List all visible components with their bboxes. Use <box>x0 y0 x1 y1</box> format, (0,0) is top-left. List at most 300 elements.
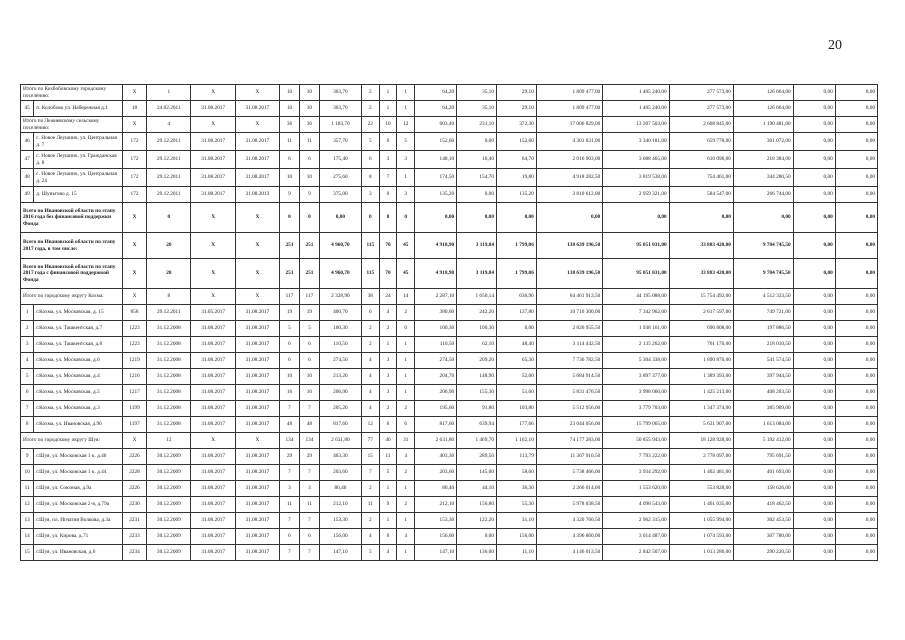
table-cell: 5 192 412,00 <box>733 433 793 449</box>
table-cell: 7 <box>280 545 300 561</box>
table-cell: Х <box>122 259 146 289</box>
row-label-cell: Всего по Ивановской области по этапу 2016 года без финансовой поддержки Фонда <box>21 203 123 233</box>
table-cell: 5 <box>361 133 379 151</box>
table-cell: 1 799,06 <box>496 259 536 289</box>
table-cell: 274,50 <box>319 353 361 369</box>
table-row <box>21 513 878 529</box>
row-label-cell: с. Новое Леушино, ул. Гражданская д. 8 <box>34 151 123 169</box>
table-cell: 36 <box>280 117 300 133</box>
table-cell: 3 <box>397 151 415 169</box>
table-cell: 11 <box>299 497 319 513</box>
table-cell: 33 883 420,00 <box>669 233 733 259</box>
table-row <box>21 337 878 353</box>
table-cell: 31.08.2017 <box>191 151 235 169</box>
table-cell: 64,20 <box>415 101 457 117</box>
table-cell: 4 396 860,00 <box>536 529 602 545</box>
row-label-cell: г.Кохма, ул. Ивановская, д.96 <box>34 417 123 433</box>
table-cell: 0,00 <box>793 289 835 305</box>
table-cell: 15 <box>361 449 379 465</box>
total-row <box>21 203 878 233</box>
table-row <box>21 369 878 385</box>
table-cell: 636,96 <box>496 289 536 305</box>
table-cell: 0,00 <box>835 545 877 561</box>
table-cell: 0 <box>147 203 191 233</box>
table-cell: 29,10 <box>496 101 536 117</box>
table-cell: 357,70 <box>319 133 361 151</box>
table-cell: 795 691,50 <box>733 449 793 465</box>
table-cell: 3 <box>379 353 397 369</box>
table-cell: 22 <box>361 117 379 133</box>
table-cell: 145,00 <box>457 465 497 481</box>
table-cell: 31.08.2017 <box>235 151 279 169</box>
row-label-cell: г.Кохма, ул. Московская, д.6 <box>34 353 123 369</box>
row-label-cell: г.Шуя, ул. Ивановская, д.6 <box>34 545 123 561</box>
table-cell: 30.12.2009 <box>147 449 191 465</box>
table-cell: 10 <box>280 101 300 117</box>
table-row <box>21 465 878 481</box>
table-cell: 1197 <box>122 417 146 433</box>
table-cell: 29.12.2011 <box>147 133 191 151</box>
table-cell: 31.08.2017 <box>191 449 235 465</box>
table-cell: 1 <box>379 481 397 497</box>
table-cell: 0,00 <box>603 203 669 233</box>
table-cell: 5 <box>280 321 300 337</box>
subtotal-row <box>21 85 878 101</box>
table-cell: 2 <box>397 305 415 321</box>
table-cell: Х <box>191 289 235 305</box>
table-row <box>21 529 878 545</box>
table-cell: 31.08.2017 <box>191 465 235 481</box>
table-cell: 0,00 <box>835 101 877 117</box>
row-number-cell: 8 <box>21 417 34 433</box>
table-cell: 31.05.2017 <box>191 305 235 321</box>
table-cell: 4 098 543,00 <box>603 497 669 513</box>
table-cell: 62,10 <box>457 337 497 353</box>
table-cell: 172 <box>122 133 146 151</box>
table-cell: 344 280,50 <box>733 169 793 187</box>
row-label-cell: г.Шуя, ул. Московская 1 к. д.44 <box>34 465 123 481</box>
table-cell: 11 367 910,50 <box>536 449 602 465</box>
table-cell: 6 <box>397 417 415 433</box>
table-cell: 36 <box>299 117 319 133</box>
table-cell: 1 <box>397 169 415 187</box>
row-label-cell: г.Кохма, ул. Ташкентская, д.8 <box>34 337 123 353</box>
table-cell: 4 320 760,50 <box>536 513 602 529</box>
table-cell: 0 <box>280 203 300 233</box>
table-cell: 10 <box>280 85 300 101</box>
table-cell: 46 <box>379 433 397 449</box>
table-cell: 31.12.2008 <box>147 385 191 401</box>
table-cell: 31.12.2008 <box>147 401 191 417</box>
table-cell: 754 461,00 <box>669 169 733 187</box>
table-cell: 31.08.2017 <box>235 321 279 337</box>
row-label-cell: Итого по городскому округу Шуя: <box>21 433 123 449</box>
table-cell: 156,00 <box>496 529 536 545</box>
table-cell: 0,00 <box>793 433 835 449</box>
table-cell: 385 909,00 <box>733 401 793 417</box>
table-cell: 3 340 181,00 <box>603 133 669 151</box>
table-cell: 0,00 <box>835 233 877 259</box>
table-cell: 0,00 <box>835 321 877 337</box>
table-cell: 10 <box>299 369 319 385</box>
table-cell: 19,80 <box>496 169 536 187</box>
table-cell: 152,60 <box>415 133 457 151</box>
table-cell: 113,79 <box>496 449 536 465</box>
table-cell: 30.12.2009 <box>147 545 191 561</box>
table-cell: 1 402 481,00 <box>669 465 733 481</box>
row-number-cell: 6 <box>21 385 34 401</box>
total-row <box>21 233 878 259</box>
table-cell: 50 855 943,00 <box>603 433 669 449</box>
table-cell: 0,00 <box>457 133 497 151</box>
table-cell: 1 <box>379 337 397 353</box>
table-cell: 12 <box>361 417 379 433</box>
table-cell: 3 <box>361 187 379 203</box>
table-cell: 2 328,90 <box>319 289 361 305</box>
table-cell: 20 <box>147 233 191 259</box>
table-cell: 0 <box>397 321 415 337</box>
table-cell: 289,50 <box>457 449 497 465</box>
table-cell: Х <box>235 85 279 101</box>
table-row <box>21 385 878 401</box>
table-cell: 1 <box>147 85 191 101</box>
table-cell: 9 704 745,50 <box>733 259 793 289</box>
table-cell: 7 <box>280 401 300 417</box>
table-row <box>21 481 878 497</box>
table-cell: 6 <box>280 529 300 545</box>
table-cell: 1216 <box>122 369 146 385</box>
table-cell: 31.08.2017 <box>235 369 279 385</box>
table-cell: 10 <box>299 85 319 101</box>
table-cell: 11 <box>361 497 379 513</box>
table-row <box>21 401 878 417</box>
table-cell: 64,20 <box>415 85 457 101</box>
table-cell: 110,50 <box>415 337 457 353</box>
table-cell: 603,40 <box>415 117 457 133</box>
table-cell: 251 <box>280 259 300 289</box>
table-cell: 95 051 031,00 <box>603 259 669 289</box>
table-cell: 10 <box>299 169 319 187</box>
table-cell: 31.08.2017 <box>235 497 279 513</box>
table-cell: 31.08.2017 <box>235 169 279 187</box>
table-cell: 100,30 <box>457 321 497 337</box>
row-label-cell: Итого по Кохбобовскому городскому поселению: <box>21 85 123 101</box>
table-cell: 48 <box>299 417 319 433</box>
table-cell: 3 014 487,00 <box>603 529 669 545</box>
table-cell: 30.12.2009 <box>147 513 191 529</box>
table-cell: 0,00 <box>793 203 835 233</box>
table-cell: 277 573,00 <box>669 85 733 101</box>
table-cell: 70 <box>379 259 397 289</box>
table-cell: 206,90 <box>319 385 361 401</box>
table-cell: 31.08.2017 <box>191 169 235 187</box>
row-label-cell: п. Колобово ул. Набережная д.1 <box>34 101 123 117</box>
table-cell: 3 119,84 <box>457 259 497 289</box>
table-cell: 1 425 213,00 <box>669 385 733 401</box>
table-row <box>21 151 878 169</box>
table-cell: 29.12.2011 <box>147 305 191 321</box>
table-cell: 0,00 <box>457 203 497 233</box>
table-cell: 31.08.2017 <box>235 417 279 433</box>
table-row <box>21 133 878 151</box>
table-cell: 0 <box>379 203 397 233</box>
table-cell: 2234 <box>122 545 146 561</box>
table-cell: 0,00 <box>793 401 835 417</box>
table-cell: 11 <box>379 449 397 465</box>
table-cell: 218 010,50 <box>733 337 793 353</box>
table-cell: 0,00 <box>793 497 835 513</box>
table-cell: 174,50 <box>415 169 457 187</box>
table-cell: 0,00 <box>793 117 835 133</box>
table-cell: 204,70 <box>415 369 457 385</box>
table-cell: 11 <box>299 133 319 151</box>
table-cell: 1 <box>397 545 415 561</box>
table-cell: 16,40 <box>457 151 497 169</box>
table-cell: 7 793 222,00 <box>603 449 669 465</box>
table-cell: 4 512 333,50 <box>733 289 793 305</box>
row-number-cell: 49 <box>21 187 34 203</box>
table-cell: 1 809 477,00 <box>536 101 602 117</box>
table-cell: 18 128 928,00 <box>669 433 733 449</box>
table-cell: 138 639 196,50 <box>536 233 602 259</box>
table-cell: 154,70 <box>457 169 497 187</box>
table-cell: 1 013 286,00 <box>669 545 733 561</box>
table-cell: 2 842 507,00 <box>603 545 669 561</box>
table-cell: 3 <box>299 481 319 497</box>
table-cell: 2230 <box>122 497 146 513</box>
table-cell: 610 096,00 <box>669 151 733 169</box>
table-cell: 2 778 097,00 <box>669 449 733 465</box>
row-label-cell: с. Новое Леушино, ул. Центральная д. 7 <box>34 133 123 151</box>
table-cell: 13 207 503,00 <box>603 117 669 133</box>
row-label-cell: г.Шуя, ул. Московская 1 к. д.40 <box>34 449 123 465</box>
table-cell: 0,00 <box>835 305 877 321</box>
table-cell: 35,10 <box>457 85 497 101</box>
row-label-cell: г.Шуя, ул. Московская 2-я, д.79а <box>34 497 123 513</box>
table-cell: 18 <box>122 101 146 117</box>
table-cell: 17 006 829,00 <box>536 117 602 133</box>
table-cell: 31.08.2017 <box>235 529 279 545</box>
table-cell: 1 074 593,00 <box>669 529 733 545</box>
table-cell: 2 <box>361 513 379 529</box>
table-cell: 31.12.2008 <box>147 417 191 433</box>
table-cell: 29 <box>280 449 300 465</box>
table-cell: 3 <box>397 187 415 203</box>
table-body <box>21 85 878 561</box>
table-cell: 206,90 <box>415 385 457 401</box>
table-cell: 0,00 <box>793 101 835 117</box>
table-cell: 1 183,70 <box>319 117 361 133</box>
table-cell: 15 799 065,00 <box>603 417 669 433</box>
table-cell: 2 016 903,00 <box>536 151 602 169</box>
table-cell: 403,30 <box>319 449 361 465</box>
table-cell: 7 <box>299 545 319 561</box>
table-cell: 23 044 056,00 <box>536 417 602 433</box>
table-cell: 0,00 <box>835 385 877 401</box>
row-number-cell: 4 <box>21 353 34 369</box>
table-cell: 135,20 <box>415 187 457 203</box>
table-cell: 155,30 <box>457 385 497 401</box>
table-cell: 156,00 <box>415 529 457 545</box>
table-cell: 0,00 <box>835 481 877 497</box>
table-cell: 15 754 492,00 <box>669 289 733 305</box>
table-cell: Х <box>191 259 235 289</box>
table-cell: 126 664,00 <box>733 85 793 101</box>
table-cell: 0,00 <box>793 465 835 481</box>
table-cell: 403,30 <box>415 449 457 465</box>
table-cell: 52,00 <box>496 369 536 385</box>
table-cell: 1 <box>397 385 415 401</box>
row-label-cell: г.Кохма, ул. Московская, д.4 <box>34 369 123 385</box>
table-cell: 30.12.2009 <box>147 529 191 545</box>
table-cell: 9 <box>379 497 397 513</box>
table-cell: 3 897 377,00 <box>603 369 669 385</box>
table-cell: 5 <box>361 545 379 561</box>
table-cell: 302 453,50 <box>733 513 793 529</box>
table-cell: 147,10 <box>415 545 457 561</box>
table-cell: 45 <box>397 233 415 259</box>
table-cell: 0,00 <box>793 353 835 369</box>
table-cell: 2228 <box>122 465 146 481</box>
table-cell: 4 <box>361 353 379 369</box>
table-cell: 1 190 481,00 <box>733 117 793 133</box>
table-cell: 307 780,00 <box>733 529 793 545</box>
table-cell: Х <box>235 233 279 259</box>
row-label-cell: с. Новое Леушино, ул. Центральная д. 24 <box>34 169 123 187</box>
table-cell: 690 808,00 <box>669 321 733 337</box>
table-cell: 1 809 477,00 <box>536 85 602 101</box>
table-cell: 1223 <box>122 337 146 353</box>
table-cell: 7 <box>299 465 319 481</box>
table-cell: 2 <box>361 101 379 117</box>
table-cell: 137,80 <box>496 305 536 321</box>
row-number-cell: 13 <box>21 513 34 529</box>
table-cell: 7 342 962,00 <box>603 305 669 321</box>
table-cell: 31.08.2017 <box>235 513 279 529</box>
table-cell: 0,00 <box>835 337 877 353</box>
table-cell: 38 <box>361 289 379 305</box>
table-cell: Х <box>191 203 235 233</box>
table-cell: Х <box>191 85 235 101</box>
table-cell: 80,40 <box>415 481 457 497</box>
table-cell: 6 <box>361 305 379 321</box>
table-cell: 858 <box>122 305 146 321</box>
table-cell: 3 114 442,50 <box>536 337 602 353</box>
table-cell: 16 <box>299 385 319 401</box>
table-cell: 0,00 <box>793 169 835 187</box>
table-cell: 11,10 <box>496 545 536 561</box>
table-cell: 1 <box>397 85 415 101</box>
table-row <box>21 101 878 117</box>
table-cell: 172 <box>122 169 146 187</box>
table-cell: 0,00 <box>835 401 877 417</box>
table-cell: Х <box>235 433 279 449</box>
table-cell: 4 <box>361 369 379 385</box>
table-cell: 0,00 <box>835 433 877 449</box>
table-cell: 31.08.2017 <box>191 545 235 561</box>
row-number-cell: 1 <box>21 305 34 321</box>
table-cell: 1 <box>397 353 415 369</box>
table-cell: 231,10 <box>457 117 497 133</box>
table-cell: 0,00 <box>835 187 877 203</box>
table-cell: 29 <box>299 449 319 465</box>
table-cell: 134 <box>280 433 300 449</box>
table-cell: 5 <box>299 321 319 337</box>
table-cell: 213,20 <box>319 369 361 385</box>
table-cell: 80,40 <box>319 481 361 497</box>
table-cell: 100,30 <box>415 321 457 337</box>
table-cell: 3 998 060,00 <box>603 385 669 401</box>
table-cell: 31.08.2013 <box>235 187 279 203</box>
table-cell: 7 <box>299 513 319 529</box>
table-cell: 31.08.2017 <box>235 133 279 151</box>
table-cell: Х <box>122 117 146 133</box>
table-cell: 205,20 <box>319 401 361 417</box>
table-cell: Х <box>191 433 235 449</box>
table-cell: 31.08.2017 <box>235 337 279 353</box>
row-label-cell: Всего по Ивановской области по этапу 2017 года, в том числе: <box>21 233 123 259</box>
table-cell: 31.12.2008 <box>147 353 191 369</box>
table-cell: 0,00 <box>793 529 835 545</box>
table-cell: 1 469,70 <box>457 433 497 449</box>
table-cell: 2 <box>397 497 415 513</box>
table-cell: 301 072,00 <box>733 133 793 151</box>
table-cell: 138 639 196,50 <box>536 259 602 289</box>
table-cell: 31.08.2017 <box>235 465 279 481</box>
table-cell: 290 220,50 <box>733 545 793 561</box>
table-cell: 4 <box>379 545 397 561</box>
table-cell: 749 721,00 <box>733 305 793 321</box>
table-cell: 0,00 <box>536 203 602 233</box>
table-cell: 6 <box>299 529 319 545</box>
table-cell: 266 744,00 <box>733 187 793 203</box>
table-cell: 1 <box>379 513 397 529</box>
table-cell: 91,80 <box>457 401 497 417</box>
row-label-cell: д. Шуньгово д. 15 <box>34 187 123 203</box>
table-cell: 31.08.2017 <box>191 401 235 417</box>
table-cell: 12 <box>147 433 191 449</box>
table-cell: 16 <box>280 385 300 401</box>
table-cell: 24 <box>379 289 397 305</box>
table-cell: 65,30 <box>496 353 536 369</box>
row-number-cell: 46 <box>21 133 34 151</box>
table-cell: 95 051 031,00 <box>603 233 669 259</box>
table-cell: 3 <box>379 385 397 401</box>
table-cell: 147,10 <box>319 545 361 561</box>
table-cell: 0,00 <box>733 203 793 233</box>
table-cell: 19 <box>280 305 300 321</box>
table-cell: 31.08.2017 <box>235 305 279 321</box>
table-cell: 5 <box>379 465 397 481</box>
table-cell: 251 <box>280 233 300 259</box>
table-cell: 1 938 161,00 <box>603 321 669 337</box>
table-cell: 9 704 745,50 <box>733 233 793 259</box>
row-number-cell: 7 <box>21 401 34 417</box>
table-cell: 3 <box>280 481 300 497</box>
table-cell: 251 <box>299 259 319 289</box>
table-cell: 4 <box>397 529 415 545</box>
table-cell: 12 <box>397 117 415 133</box>
table-cell: 31.08.2017 <box>191 417 235 433</box>
table-cell: 203,60 <box>415 465 457 481</box>
table-cell: 45 <box>397 259 415 289</box>
table-cell: 31 <box>397 433 415 449</box>
table-cell: 275,60 <box>319 169 361 187</box>
table-cell: 5 978 038,50 <box>536 497 602 513</box>
table-cell: 8 <box>147 289 191 305</box>
table-cell: 2 608 845,00 <box>669 117 733 133</box>
table-cell: 4 <box>361 529 379 545</box>
